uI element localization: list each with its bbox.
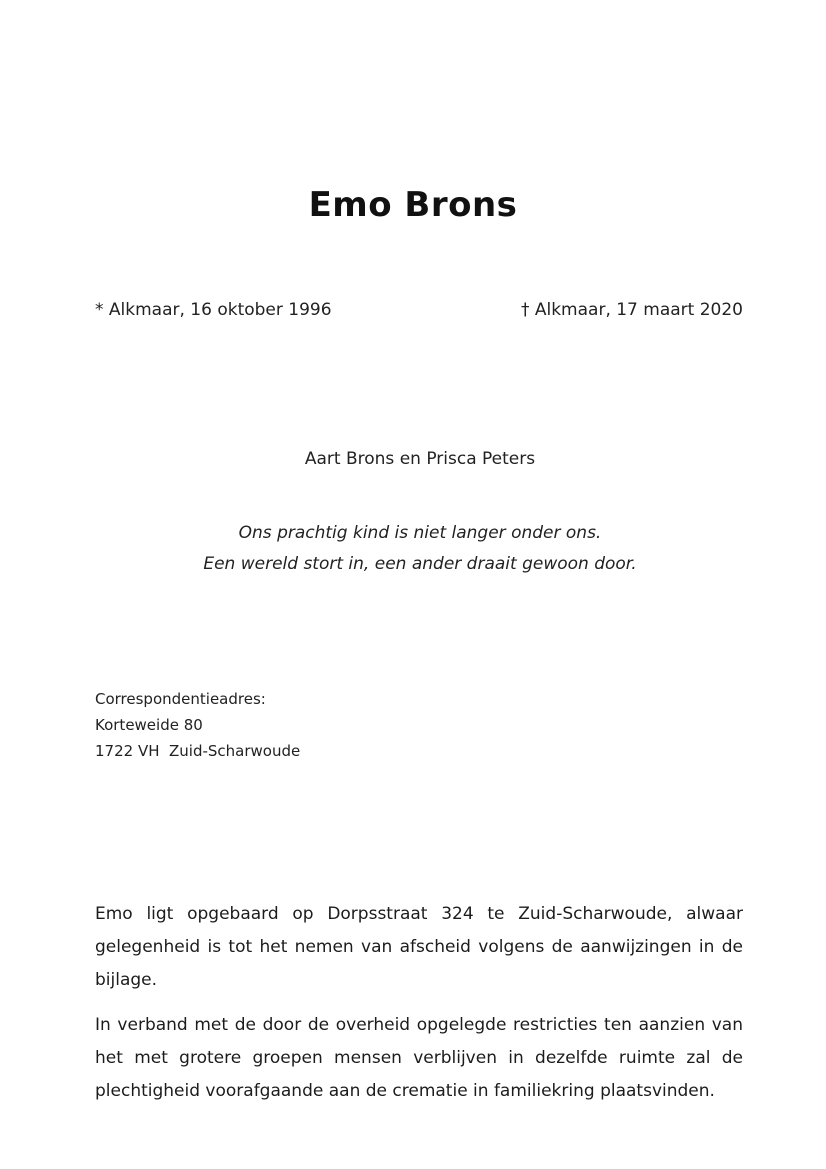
viewing-paragraph: Emo ligt opgebaard op Dorpsstraat 324 te Zuid-Scharwoude, alwaar gelegenheid is tot het nemen van afscheid volgens de aanwijzingen in de bijlage. — [95, 904, 743, 990]
parents-names: Aart Brons en Prisca Peters — [304, 449, 536, 469]
death-line: † Alkmaar, 17 maart 2020 — [520, 300, 743, 320]
ceremony-paragraph: In verband met de door de overheid opgelegde restricties ten aanzien van het met grotere groepen mensen verblijven in dezelfde ruimte zal de plechtigheid voorafgaande aan de crematie in familiekring plaatsvinden. — [95, 1015, 743, 1101]
birth-line: * Alkmaar, 16 oktober 1996 — [95, 300, 332, 320]
address-street: Korteweide 80 — [95, 716, 203, 734]
address-label: Correspondentieadres: — [95, 690, 266, 708]
correspondence-address — [95, 686, 300, 764]
address-postal-city: 1722 VH Zuid-Scharwoude — [95, 742, 301, 760]
poem-line: Ons prachtig kind is niet langer onder ons. — [238, 523, 602, 543]
poem-line: Een wereld stort in, een ander draait gewoon door. — [203, 554, 637, 574]
poem — [0, 518, 826, 580]
deceased-name: Emo Brons — [308, 185, 518, 225]
